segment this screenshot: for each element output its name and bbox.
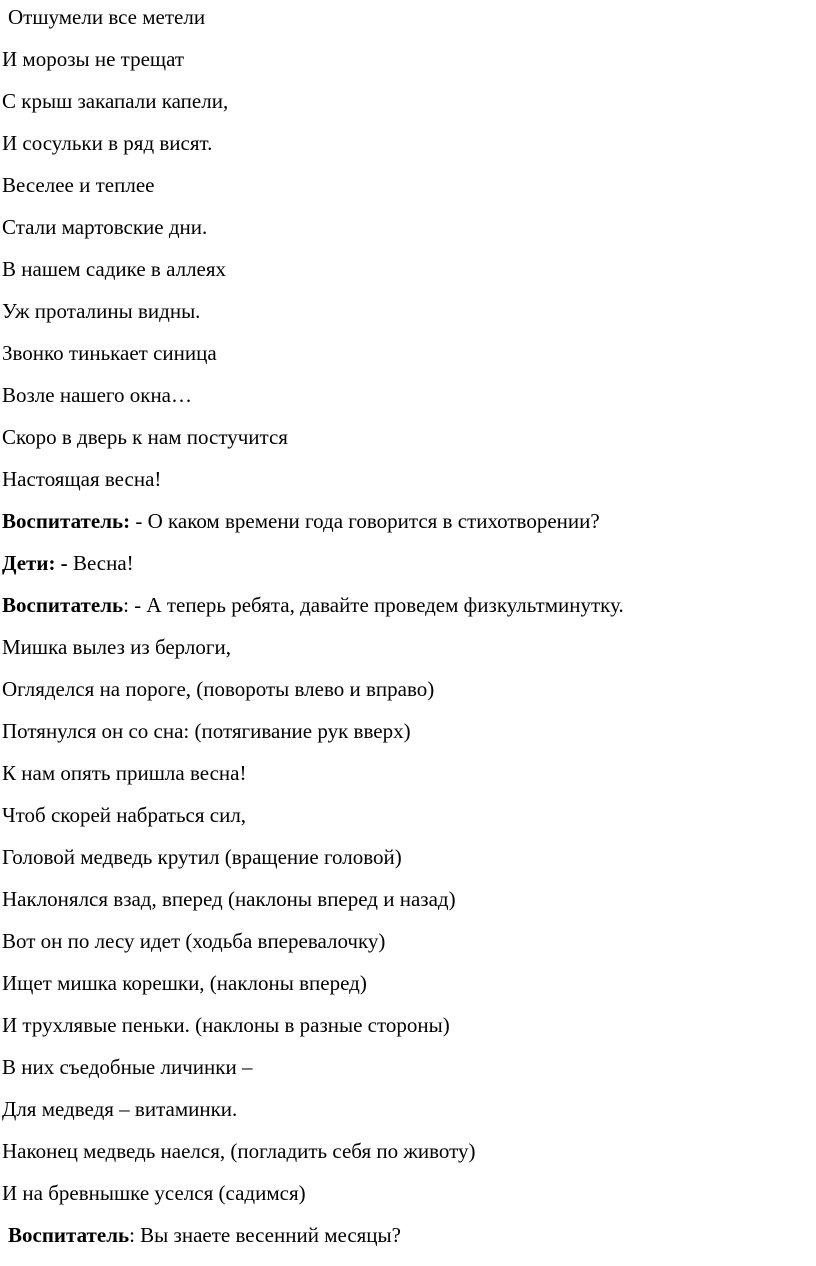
speaker-label: Воспитатель — [8, 1223, 130, 1247]
dialogue-text: Весна! — [67, 551, 134, 575]
dialogue-text: - О каком времени года говорится в стихотворении? — [130, 509, 600, 533]
exercise-line: И на бревнышке уселся (садимся) — [2, 1181, 306, 1205]
exercise-line: Ищет мишка корешки, (наклоны вперед) — [2, 971, 367, 995]
speaker-label: Воспитатель — [2, 593, 124, 617]
exercise-line: Наклонялся взад, вперед (наклоны вперед и назад) — [2, 887, 456, 911]
poem-line: С крыш закапали капели, — [2, 89, 229, 113]
dialogue-line — [8, 1220, 401, 1250]
dialogue-text: : Вы знаете весенний месяцы? — [129, 1223, 401, 1247]
poem-line: Настоящая весна! — [2, 467, 162, 491]
poem-line: И сосульки в ряд висят. — [2, 131, 213, 155]
poem-line: Веселее и теплее — [2, 173, 155, 197]
exercise-line: Вот он по лесу идет (ходьба вперевалочку) — [2, 929, 386, 953]
poem-line: Звонко тинькает синица — [2, 341, 217, 365]
exercise-line: Мишка вылез из берлоги, — [2, 635, 231, 659]
dialogue-text: : - А теперь ребята, давайте проведем физкультминутку. — [123, 593, 624, 617]
speaker-label: Воспитатель: — [2, 509, 131, 533]
exercise-line: Наконец медведь наелся, (погладить себя по животу) — [2, 1139, 476, 1163]
exercise-line: Головой медведь крутил (вращение головой) — [2, 845, 402, 869]
poem-line: В нашем садике в аллеях — [2, 257, 227, 281]
poem-line: Скоро в дверь к нам постучится — [2, 425, 288, 449]
poem-line: И морозы не трещат — [2, 47, 185, 71]
dialogue-line — [2, 506, 600, 536]
exercise-line: И трухлявые пеньки. (наклоны в разные стороны) — [2, 1013, 450, 1037]
exercise-line: Потянулся он со сна: (потягивание рук вверх) — [2, 719, 411, 743]
dialogue-line — [2, 590, 624, 620]
poem-line: Уж проталины видны. — [2, 299, 201, 323]
exercise-line: Для медведя – витаминки. — [2, 1097, 238, 1121]
poem-line: Отшумели все метели — [8, 5, 206, 29]
poem-line: Возле нашего окна… — [2, 383, 193, 407]
exercise-line: К нам опять пришла весна! — [2, 761, 247, 785]
dialogue-line — [2, 548, 134, 578]
exercise-line: В них съедобные личинки – — [2, 1055, 253, 1079]
poem-line: Стали мартовские дни. — [2, 215, 208, 239]
exercise-line: Чтоб скорей набраться сил, — [2, 803, 247, 827]
exercise-line: Огляделся на пороге, (повороты влево и вправо) — [2, 677, 435, 701]
speaker-label: Дети: - — [2, 551, 68, 575]
